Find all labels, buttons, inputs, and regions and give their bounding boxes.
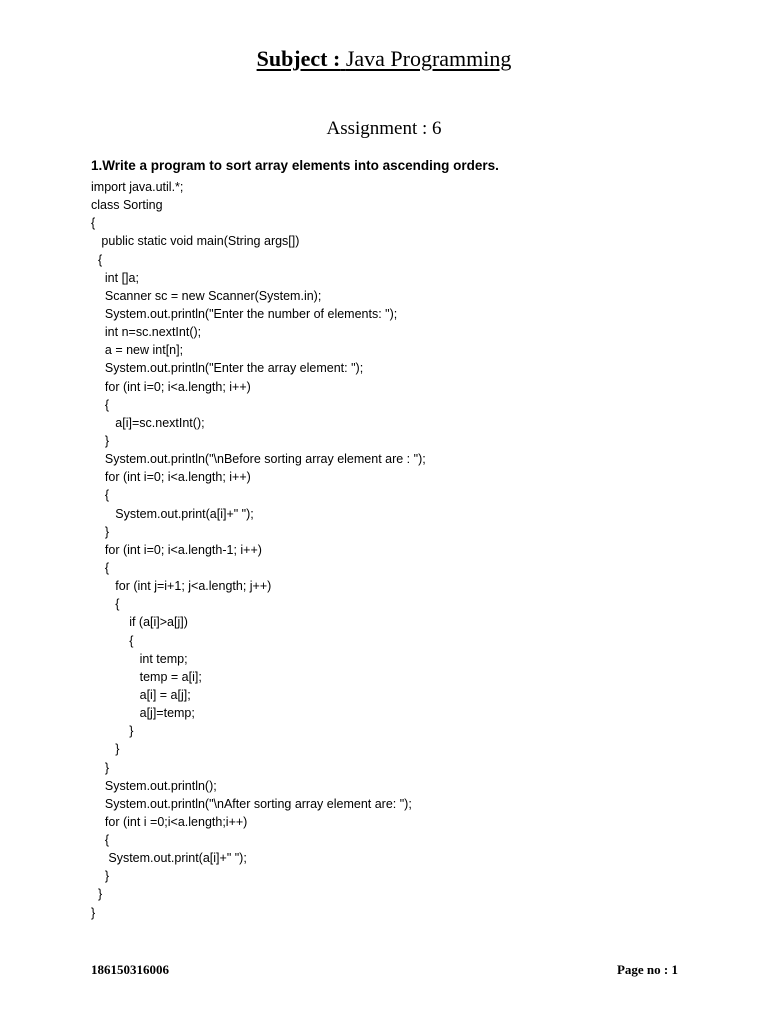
code-line: if (a[i]>a[j]) xyxy=(91,615,188,630)
code-line: a[j]=temp; xyxy=(91,706,195,721)
code-line: { xyxy=(91,216,96,231)
code-line: { xyxy=(91,597,120,612)
code-line: int temp; xyxy=(91,651,188,666)
code-line: System.out.println("Enter the number of elements: "); xyxy=(91,306,398,321)
code-line: { xyxy=(91,252,103,267)
page-header xyxy=(0,46,768,72)
subject-value: Java Programming xyxy=(345,46,512,71)
code-line: { xyxy=(91,560,110,575)
code-line: for (int j=i+1; j<a.length; j++) xyxy=(91,579,272,594)
code-line: System.out.println(); xyxy=(91,778,217,793)
code-line: } xyxy=(91,760,110,775)
code-line: { xyxy=(91,633,134,648)
code-line: } xyxy=(91,724,134,739)
code-block xyxy=(91,178,426,922)
code-line: { xyxy=(91,397,110,412)
code-line: class Sorting xyxy=(91,198,163,213)
code-line: int n=sc.nextInt(); xyxy=(91,325,202,340)
code-line: for (int i=0; i<a.length; i++) xyxy=(91,470,251,485)
code-line: a = new int[n]; xyxy=(91,343,184,358)
roll-number: 186150316006 xyxy=(91,962,169,977)
code-line: a[i]=sc.nextInt(); xyxy=(91,415,205,430)
code-line: } xyxy=(91,433,110,448)
code-line: Scanner sc = new Scanner(System.in); xyxy=(91,288,322,303)
code-line: System.out.print(a[i]+" "); xyxy=(91,506,254,521)
code-line: } xyxy=(91,905,96,920)
code-line: } xyxy=(91,742,120,757)
code-line: public static void main(String args[]) xyxy=(91,234,300,249)
page-number: Page no : 1 xyxy=(616,962,678,977)
code-line: System.out.println("\nBefore sorting array element are : "); xyxy=(91,452,426,467)
code-line: { xyxy=(91,833,110,848)
code-line: int []a; xyxy=(91,270,139,285)
subject-label: Subject : xyxy=(256,46,341,71)
code-line: for (int i =0;i<a.length;i++) xyxy=(91,814,248,829)
code-line: a[i] = a[j]; xyxy=(91,687,191,702)
code-line: for (int i=0; i<a.length-1; i++) xyxy=(91,542,262,557)
code-line: } xyxy=(91,869,110,884)
code-line: System.out.println("\nAfter sorting array element are: "); xyxy=(91,796,412,811)
code-line: temp = a[i]; xyxy=(91,669,202,684)
code-line: System.out.println("Enter the array element: "); xyxy=(91,361,364,376)
code-line: import java.util.*; xyxy=(91,180,184,194)
code-line: } xyxy=(91,524,110,539)
code-line: for (int i=0; i<a.length; i++) xyxy=(91,379,251,394)
code-line: System.out.print(a[i]+" "); xyxy=(91,851,247,866)
code-line: } xyxy=(91,887,103,902)
code-line: { xyxy=(91,488,110,503)
question-heading: 1.Write a program to sort array elements into ascending orders. xyxy=(91,158,499,173)
assignment-title: Assignment : 6 xyxy=(326,118,442,139)
